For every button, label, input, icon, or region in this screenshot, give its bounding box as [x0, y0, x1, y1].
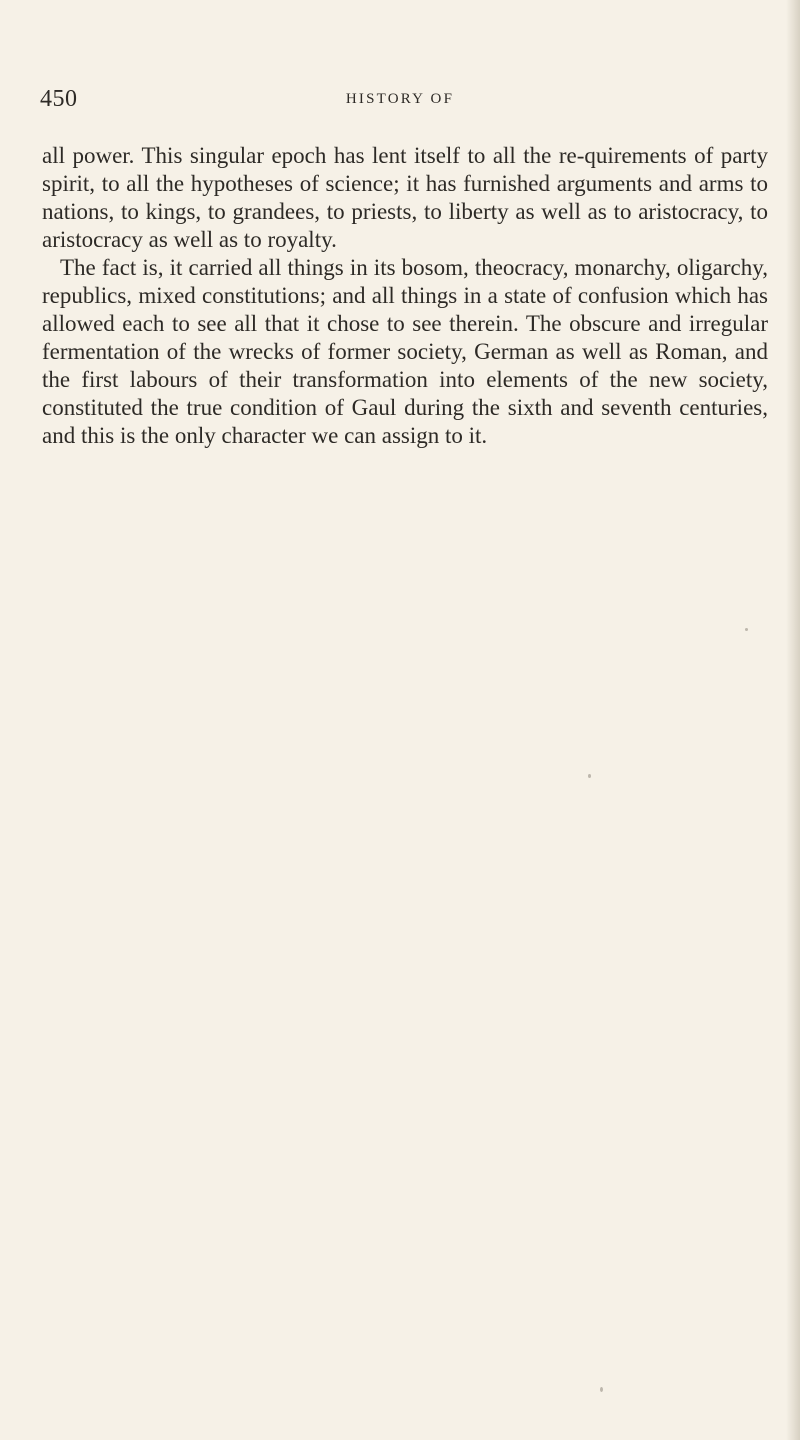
running-head: HISTORY OF [345, 91, 455, 107]
page-number: 450 [40, 86, 78, 112]
paper-speck [600, 1387, 603, 1392]
paper-speck [588, 774, 591, 778]
page-edge-shadow [786, 0, 800, 1440]
body-text [42, 142, 768, 450]
paragraph-1: all power. This singular epoch has lent itself to all the re-quirements of party spirit, to all the hypotheses of science; it has furnished arguments and arms to nations, to kings, to grandees, to priests, to liberty as well as to aristocracy, to aristocracy as well as to royalty. [42, 143, 768, 252]
paper-speck [745, 628, 748, 631]
page-header [40, 84, 760, 114]
paragraph-2: The fact is, it carried all things in its bosom, theocracy, monarchy, oligarchy, republics, mixed constitutions; and all things in a state of confusion which has allowed each to see all that it chose to see therein. The obscure and irregular fermentation of the wrecks of former society, German as well as Roman, and the first labours of their transformation into elements of the new society, constituted the true condition of Gaul during the sixth and seventh centuries, and this is the only character we can assign to it. [42, 255, 768, 448]
